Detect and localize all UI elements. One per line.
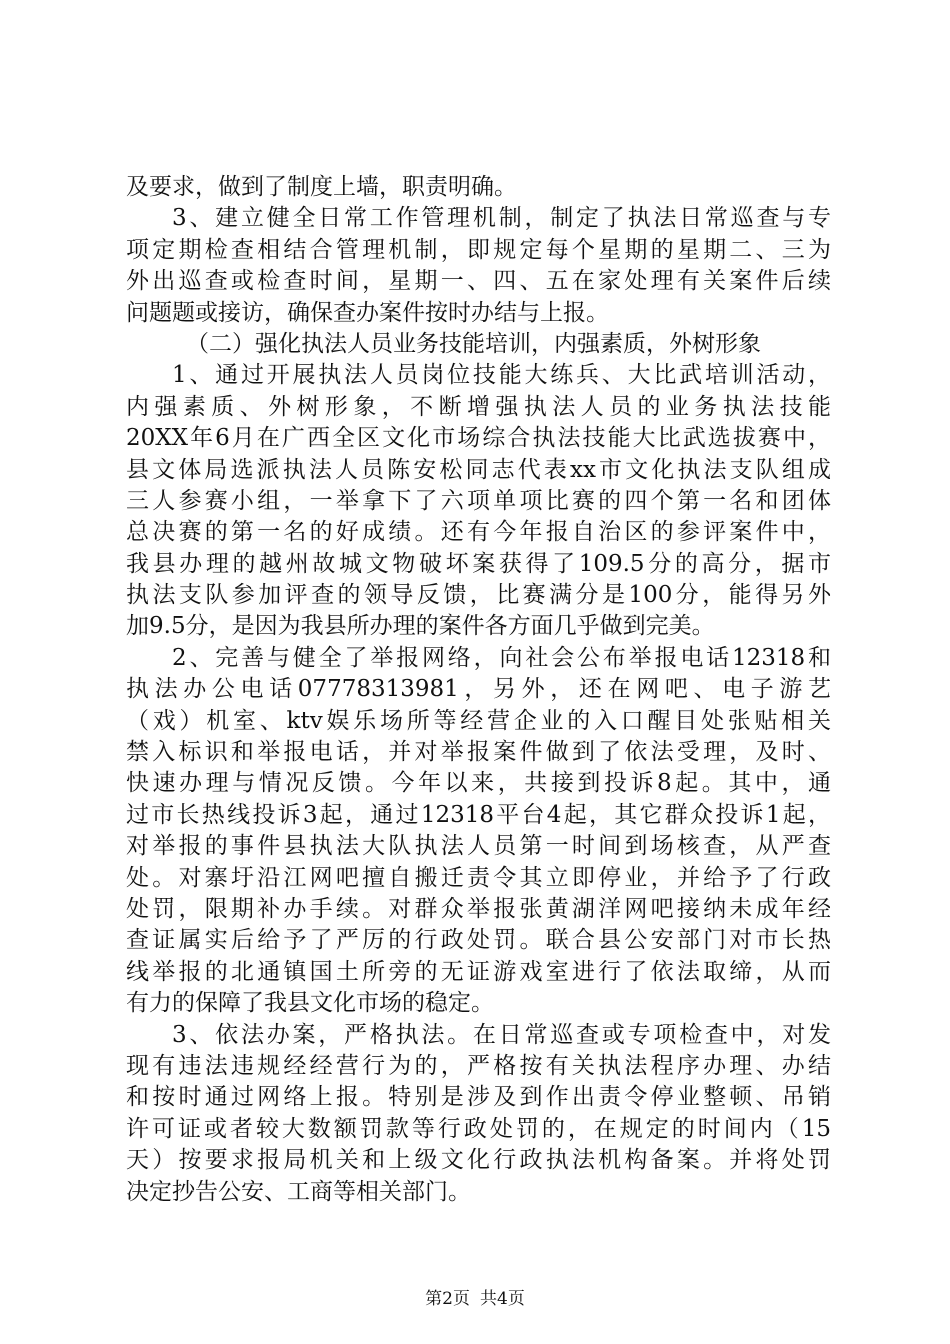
text-line: 有力的保障了我县文化市场的稳定。 xyxy=(126,990,494,1017)
text-line: 外出巡查或检查时间，星期一、四、五在家处理有关案件后续 xyxy=(126,268,831,295)
text-line: 决定抄告公安、工商等相关部门。 xyxy=(126,1178,471,1205)
text-line: 现有违法违规经经营行为的，严格按有关执法程序办理、办结 xyxy=(126,1052,831,1079)
text-line: 查证属实后给予了严厉的行政处罚。联合县公安部门对市长热 xyxy=(126,927,831,954)
page-total: 共4页 xyxy=(480,1289,525,1309)
text-line: 禁入标识和举报电话，并对举报案件做到了依法受理，及时、 xyxy=(126,739,831,766)
text-line: 我县办理的越州故城文物破坏案获得了109.5分的高分，据市 xyxy=(126,550,831,577)
text-line: 天）按要求报局机关和上级文化行政执法机构备案。并将处罚 xyxy=(126,1147,831,1174)
text-line: 加9.5分，是因为我县所办理的案件各方面几乎做到完美。 xyxy=(126,613,715,640)
text-line: 执法办公电话07778313981，另外，还在网吧、电子游艺 xyxy=(126,676,831,703)
text-line: 内强素质、外树形象，不断增强执法人员的业务执法技能 xyxy=(126,393,831,420)
text-line: 执法支队参加评查的领导反馈，比赛满分是100分，能得另外 xyxy=(126,582,831,609)
text-line: 处。对寨圩沿江网吧擅自搬迁责令其立即停业，并给予了行政 xyxy=(126,864,831,891)
text-line: （戏）机室、ktv娱乐场所等经营企业的入口醒目处张贴相关 xyxy=(126,707,831,734)
text-line: 3、依法办案，严格执法。在日常巡查或专项检查中，对发 xyxy=(172,1021,831,1048)
text-line: 县文体局选派执法人员陈安松同志代表xx市文化执法支队组成 xyxy=(126,456,831,483)
text-line: 20XX年6月在广西全区文化市场综合执法技能大比武选拔赛中， xyxy=(126,425,831,452)
text-line: 处罚，限期补办手续。对群众举报张黄湖洋网吧接纳未成年经 xyxy=(126,895,831,922)
text-line: 问题题或接访，确保查办案件按时办结与上报。 xyxy=(126,299,609,326)
text-line: 总决赛的第一名的好成绩。还有今年报自治区的参评案件中， xyxy=(126,519,831,546)
text-line: 2、完善与健全了举报网络，向社会公布举报电话12318和 xyxy=(172,644,831,671)
text-line: 和按时通过网络上报。特别是涉及到作出责令停业整顿、吊销 xyxy=(126,1084,831,1111)
text-line: 快速办理与情况反馈。今年以来，共接到投诉8起。其中，通 xyxy=(126,770,831,797)
text-line: 项定期检查相结合管理机制，即规定每个星期的星期二、三为 xyxy=(126,236,831,263)
text-line: （二）强化执法人员业务技能培训，内强素质，外树形象 xyxy=(186,330,761,357)
page-footer xyxy=(0,1288,950,1310)
text-line: 过市长热线投诉3起，通过12318平台4起，其它群众投诉1起， xyxy=(126,801,831,828)
text-line: 1、通过开展执法人员岗位技能大练兵、大比武培训活动， xyxy=(172,362,831,389)
text-line: 许可证或者较大数额罚款等行政处罚的，在规定的时间内（15 xyxy=(126,1115,831,1142)
page-number: 第2页 xyxy=(425,1289,470,1309)
document-body xyxy=(126,172,831,1208)
text-line: 3、建立健全日常工作管理机制，制定了执法日常巡查与专 xyxy=(172,205,831,232)
text-line: 三人参赛小组，一举拿下了六项单项比赛的四个第一名和团体 xyxy=(126,487,831,514)
text-line: 及要求，做到了制度上墙，职责明确。 xyxy=(126,174,517,200)
text-line: 线举报的北通镇国土所旁的无证游戏室进行了依法取缔，从而 xyxy=(126,958,831,985)
text-line: 对举报的事件县执法大队执法人员第一时间到场核查，从严查 xyxy=(126,833,831,860)
